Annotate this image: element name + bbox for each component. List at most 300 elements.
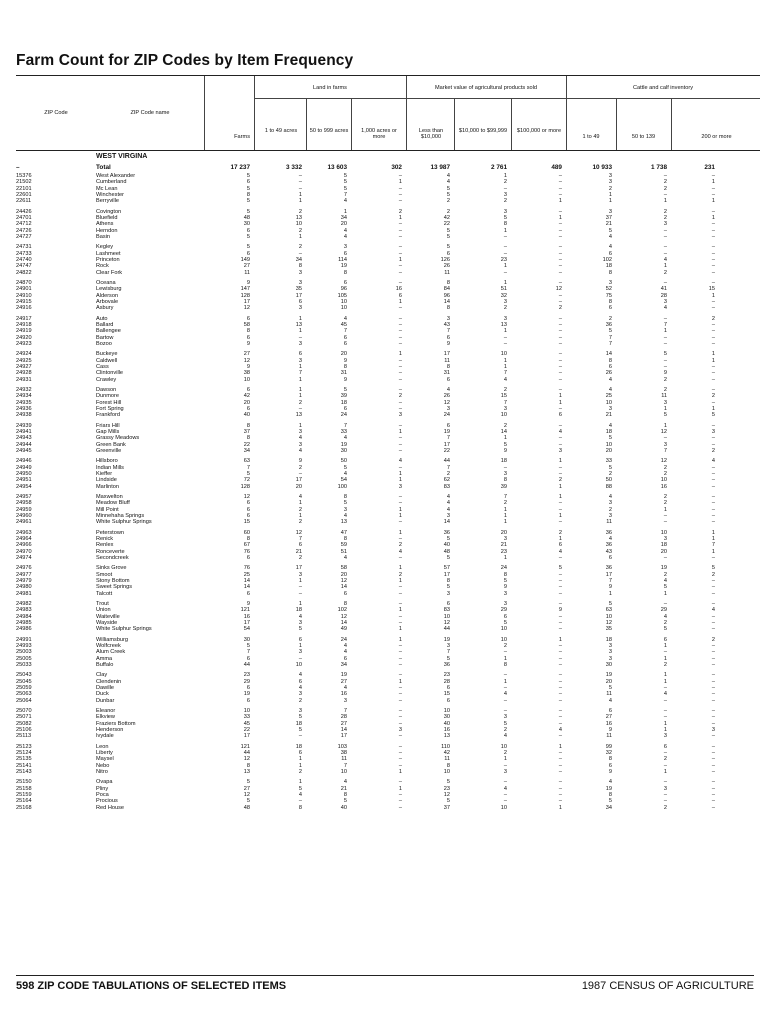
cell-cattle-200-plus: – [711, 792, 715, 799]
cell-market-lt-10k: 12 [443, 399, 450, 406]
cell-cattle-200-plus: 5 [711, 565, 715, 572]
cell-farms: 58 [243, 321, 250, 328]
row-group [16, 565, 760, 596]
table-row [16, 805, 760, 811]
cell-land-1000-plus: – [398, 340, 402, 347]
cell-market-10k-99k: 13 [500, 321, 507, 328]
cell-farms: 5 [246, 779, 250, 786]
cell-market-lt-10k: 14 [443, 298, 450, 305]
cell-farms: 76 [243, 548, 250, 555]
cell-land-1-49: 17 [295, 477, 302, 484]
cell-cattle-50-139: 7 [663, 447, 667, 454]
cell-farms: 17 [243, 619, 250, 626]
cell-cattle-1-49: 99 [605, 743, 612, 750]
cell-zip-name: Clear Fork [96, 269, 123, 276]
cell-farms: 30 [243, 636, 250, 643]
cell-land-50-999: 7 [343, 708, 347, 715]
cell-cattle-200-plus: – [711, 685, 715, 691]
cell-market-10k-99k: 10 [500, 804, 507, 811]
cell-zip-code: – [16, 164, 20, 171]
cell-market-100k-plus: – [558, 750, 562, 757]
cell-market-100k-plus: 1 [558, 198, 562, 205]
cell-zip-name: Clintonville [96, 370, 124, 377]
cell-cattle-50-139: 1 [663, 590, 667, 597]
cell-cattle-200-plus: – [711, 483, 715, 490]
cell-cattle-1-49: 3 [608, 208, 612, 215]
cell-market-10k-99k: 2 [503, 500, 507, 507]
cell-market-10k-99k: 1 [503, 280, 507, 287]
cell-market-10k-99k: 1 [503, 328, 507, 335]
cell-land-1-49: 1 [298, 198, 302, 205]
cell-cattle-200-plus: – [711, 191, 715, 198]
cell-market-lt-10k: 19 [443, 429, 450, 435]
cell-zip-code: 24923 [16, 340, 32, 347]
cell-land-1000-plus: 1 [398, 529, 402, 536]
cell-zip-name: Stony Bottom [96, 577, 130, 584]
state-name: WEST VIRGINA [96, 153, 148, 160]
cell-farms: 10 [243, 708, 250, 715]
cell-cattle-1-49: 3 [608, 405, 612, 412]
cell-land-1000-plus: 1 [398, 512, 402, 519]
cell-cattle-50-139: – [663, 173, 667, 179]
cell-cattle-200-plus: – [711, 328, 715, 335]
cell-market-100k-plus: – [558, 334, 562, 341]
cell-market-100k-plus: 9 [558, 607, 562, 614]
cell-market-lt-10k: 11 [444, 357, 450, 364]
header-cattle-2: 50 to 139 [631, 134, 656, 140]
cell-market-100k-plus: – [558, 441, 562, 448]
cell-cattle-50-139: 29 [660, 607, 667, 614]
cell-farms: 9 [246, 601, 250, 608]
cell-zip-name: Henderson [96, 726, 124, 733]
cell-cattle-200-plus: – [711, 512, 715, 519]
cell-market-lt-10k: 5 [446, 233, 450, 240]
cell-farms: 42 [243, 393, 250, 400]
cell-cattle-200-plus: 2 [711, 393, 715, 400]
cell-land-1-49: 12 [295, 529, 302, 536]
cell-cattle-1-49: 35 [605, 626, 612, 633]
cell-land-1000-plus: 1 [398, 565, 402, 572]
table-row [16, 733, 760, 739]
cell-market-lt-10k: 8 [446, 305, 450, 312]
cell-land-1000-plus: – [398, 244, 402, 251]
cell-cattle-1-49: 17 [605, 571, 612, 578]
cell-cattle-200-plus: 1 [711, 357, 715, 364]
cell-farms: 9 [246, 363, 250, 370]
cell-cattle-1-49: 43 [605, 548, 612, 555]
cell-land-50-999: 21 [340, 785, 347, 792]
cell-land-1000-plus: 1 [398, 470, 402, 477]
cell-land-1-49: 1 [298, 601, 302, 608]
cell-cattle-1-49: 27 [605, 714, 612, 721]
total-row [16, 163, 760, 173]
cell-farms: 14 [243, 584, 250, 591]
cell-zip-name: Lashmeet [96, 250, 121, 257]
cell-land-1000-plus: – [398, 743, 402, 750]
cell-market-10k-99k: 3 [503, 536, 507, 543]
cell-land-1-49: 1 [298, 387, 302, 394]
cell-cattle-1-49: 3 [608, 280, 612, 287]
table-row [16, 769, 760, 775]
cell-land-1000-plus: – [398, 661, 402, 668]
cell-cattle-50-139: – [663, 792, 667, 799]
cell-land-1-49: 3 [298, 269, 302, 276]
cell-land-1-49: 8 [298, 263, 302, 270]
cell-farms: 147 [240, 286, 250, 293]
table-row [16, 555, 760, 561]
cell-cattle-50-139: – [663, 244, 667, 251]
cell-market-100k-plus: – [558, 571, 562, 578]
cell-zip-code: 24727 [16, 233, 32, 240]
cell-zip-name: Renick [96, 536, 114, 543]
cell-land-50-999: 4 [343, 779, 347, 786]
cell-market-lt-10k: 28 [443, 678, 450, 685]
cell-zip-name: Oceana [96, 280, 116, 287]
row-group [16, 173, 760, 204]
cell-market-lt-10k: 5 [446, 536, 450, 543]
cell-cattle-200-plus: – [711, 590, 715, 597]
header-market-group: Market value of agricultural products sold [435, 85, 537, 91]
cell-zip-name: Alum Creek [96, 649, 126, 656]
cell-land-50-999: 4 [343, 470, 347, 477]
cell-land-50-999: 6 [343, 590, 347, 597]
cell-land-1-49: 3 [298, 357, 302, 364]
cell-zip-code: 25064 [16, 697, 32, 704]
cell-land-1-49: 3 [298, 280, 302, 287]
cell-market-10k-99k: 1 [503, 655, 507, 662]
footer-left: 598 ZIP CODE TABULATIONS OF SELECTED ITEMS [16, 980, 287, 992]
cell-land-50-999: 19 [340, 441, 347, 448]
cell-cattle-1-49: 8 [608, 298, 612, 305]
cell-cattle-50-139: 1 [663, 643, 667, 650]
cell-market-lt-10k: 40 [443, 542, 450, 549]
cell-land-50-999: 7 [343, 328, 347, 335]
cell-zip-code: 25033 [16, 661, 32, 668]
cell-market-lt-10k: 17 [443, 571, 450, 578]
cell-cattle-50-139: – [663, 191, 667, 198]
cell-cattle-200-plus: 5 [711, 412, 715, 419]
cell-cattle-50-139: 1 [663, 678, 667, 685]
row-group [16, 351, 760, 382]
cell-zip-name: West Alexander [96, 173, 136, 179]
cell-land-1-49: 3 [298, 441, 302, 448]
cell-cattle-1-49: 5 [608, 328, 612, 335]
cell-zip-code: 24951 [16, 477, 32, 484]
cell-land-1000-plus: – [398, 685, 402, 691]
cell-farms: 6 [246, 685, 250, 691]
cell-cattle-50-139: 6 [663, 743, 667, 750]
cell-zip-code: 24961 [16, 519, 32, 526]
cell-market-10k-99k: – [503, 792, 507, 799]
cell-market-100k-plus: 1 [558, 458, 562, 465]
cell-land-1-49: 6 [298, 636, 302, 643]
cell-land-50-999: 5 [343, 798, 347, 805]
cell-market-lt-10k: 8 [446, 577, 450, 584]
cell-cattle-1-49: 50 [605, 477, 612, 484]
cell-land-1000-plus: 2 [398, 393, 402, 400]
cell-cattle-1-49: 33 [605, 458, 612, 465]
cell-land-1-49: 18 [295, 743, 302, 750]
cell-land-1-49: – [298, 584, 302, 591]
cell-zip-code: 24901 [16, 286, 32, 293]
cell-cattle-50-139: – [663, 798, 667, 805]
cell-zip-name: White Sulphur Springs [96, 519, 152, 526]
cell-market-100k-plus: 6 [558, 542, 562, 549]
cell-land-50-999: 8 [343, 363, 347, 370]
cell-cattle-50-139: – [663, 762, 667, 769]
cell-cattle-50-139: 1 [663, 720, 667, 727]
cell-zip-name: Maxwelton [96, 494, 123, 501]
cell-market-10k-99k: 1 [503, 678, 507, 685]
cell-market-10k-99k: – [503, 798, 507, 805]
cell-land-1-49: 18 [295, 607, 302, 614]
cell-market-10k-99k: 1 [503, 435, 507, 442]
cell-farms: 33 [243, 714, 250, 721]
cell-zip-name: Fort Spring [96, 405, 124, 412]
cell-market-lt-10k: 6 [446, 422, 450, 429]
cell-zip-name: Arbovale [96, 298, 119, 305]
cell-market-100k-plus: – [558, 798, 562, 805]
cell-market-lt-10k: 5 [446, 584, 450, 591]
cell-market-100k-plus: 1 [558, 483, 562, 490]
cell-land-1-49: – [298, 655, 302, 662]
cell-zip-name: Red House [96, 804, 124, 811]
cell-cattle-1-49: 18 [605, 636, 612, 643]
cell-land-1000-plus: 1 [398, 256, 402, 263]
cell-market-100k-plus: – [558, 691, 562, 698]
cell-cattle-1-49: 3 [608, 512, 612, 519]
cell-land-1-49: 6 [298, 298, 302, 305]
cell-zip-name: Trout [96, 601, 109, 608]
cell-land-1000-plus: – [398, 714, 402, 721]
cell-market-10k-99k: – [503, 334, 507, 341]
table-row [16, 662, 760, 668]
cell-zip-name: Smoot [96, 571, 113, 578]
cell-market-100k-plus: – [558, 435, 562, 442]
cell-land-1000-plus: – [398, 519, 402, 526]
cell-cattle-200-plus: – [711, 477, 715, 484]
cell-market-100k-plus: 1 [558, 399, 562, 406]
cell-cattle-200-plus: – [711, 672, 715, 679]
cell-farms: 48 [243, 214, 250, 221]
cell-zip-code: 24950 [16, 470, 32, 477]
cell-farms: 44 [243, 661, 250, 668]
cell-land-50-999: 4 [343, 512, 347, 519]
cell-cattle-200-plus: – [711, 470, 715, 477]
cell-farms: 5 [246, 233, 250, 240]
cell-market-lt-10k: 7 [446, 464, 450, 471]
cell-zip-name: Ballard [96, 321, 114, 328]
cell-land-1-49: – [298, 405, 302, 412]
cell-farms: 6 [246, 405, 250, 412]
cell-land-1-49: 5 [298, 626, 302, 633]
cell-zip-name: Mc Lean [96, 185, 118, 192]
cell-market-10k-99k: 10 [500, 351, 507, 358]
cell-market-10k-99k: 1 [503, 512, 507, 519]
cell-cattle-50-139: – [663, 315, 667, 322]
cell-zip-code: 24939 [16, 422, 32, 429]
cell-cattle-50-139: 28 [660, 292, 667, 299]
cell-farms: 30 [243, 221, 250, 228]
cell-cattle-50-139: 1 [663, 405, 667, 412]
cell-market-lt-10k: 7 [446, 649, 450, 656]
cell-cattle-50-139: 2 [663, 500, 667, 507]
cell-cattle-200-plus: – [711, 762, 715, 769]
cell-market-lt-10k: 3 [446, 315, 450, 322]
cell-cattle-50-139: – [663, 697, 667, 704]
cell-cattle-1-49: 4 [608, 376, 612, 383]
cell-cattle-50-139: – [663, 685, 667, 691]
cell-market-100k-plus: – [558, 470, 562, 477]
cell-farms: 5 [246, 185, 250, 192]
cell-cattle-200-plus: – [711, 208, 715, 215]
cell-zip-name: Williamsburg [96, 636, 129, 643]
cell-market-100k-plus: – [558, 422, 562, 429]
cell-zip-code: 24986 [16, 626, 32, 633]
cell-farms: 14 [243, 577, 250, 584]
cell-market-100k-plus: – [558, 792, 562, 799]
cell-zip-name: Sinks Grove [96, 565, 127, 572]
cell-market-100k-plus: – [558, 762, 562, 769]
cell-land-1000-plus: – [398, 198, 402, 205]
cell-cattle-200-plus: – [711, 626, 715, 633]
cell-market-lt-10k: 3 [446, 643, 450, 650]
row-group [16, 316, 760, 347]
cell-cattle-1-49: 8 [608, 269, 612, 276]
cell-cattle-50-139: 2 [663, 571, 667, 578]
cell-market-10k-99k: 2 761 [491, 164, 507, 171]
cell-land-1000-plus: 4 [398, 548, 402, 555]
cell-zip-code: 24919 [16, 328, 32, 335]
cell-market-10k-99k: 5 [503, 214, 507, 221]
cell-zip-name: Asbury [96, 305, 114, 312]
cell-zip-name: Eleanor [96, 708, 116, 715]
cell-market-100k-plus: – [558, 672, 562, 679]
cell-farms: 6 [246, 387, 250, 394]
cell-land-50-999: 6 [343, 655, 347, 662]
cell-market-10k-99k: 5 [503, 720, 507, 727]
cell-cattle-50-139: 5 [663, 412, 667, 419]
cell-zip-code: 24946 [16, 458, 32, 465]
cell-land-50-999: 58 [340, 565, 347, 572]
cell-zip-name: Poca [96, 792, 109, 799]
cell-cattle-1-49: 3 [608, 179, 612, 186]
cell-zip-name: Cumberland [96, 179, 127, 186]
cell-cattle-1-49: 7 [608, 577, 612, 584]
cell-cattle-200-plus: – [711, 804, 715, 811]
cell-market-10k-99k: 6 [503, 613, 507, 620]
cell-farms: 19 [243, 691, 250, 698]
cell-cattle-50-139: 2 [663, 470, 667, 477]
cell-cattle-200-plus: – [711, 305, 715, 312]
cell-land-1000-plus: 1 [398, 351, 402, 358]
cell-land-1000-plus: 3 [398, 726, 402, 733]
cell-cattle-200-plus: – [711, 422, 715, 429]
cell-zip-code: 25043 [16, 672, 32, 679]
row-group [16, 708, 760, 739]
table-row [16, 198, 760, 204]
cell-cattle-200-plus: – [711, 691, 715, 698]
cell-zip-name: Clendenin [96, 678, 122, 685]
cell-market-10k-99k: 24 [500, 565, 507, 572]
cell-market-100k-plus: – [558, 768, 562, 775]
cell-market-100k-plus: – [558, 590, 562, 597]
cell-market-10k-99k: 2 [503, 305, 507, 312]
cell-cattle-50-139: – [663, 435, 667, 442]
cell-market-100k-plus: 1 [558, 536, 562, 543]
cell-zip-name: Caldwell [96, 357, 118, 364]
cell-cattle-200-plus: – [711, 649, 715, 656]
cell-cattle-200-plus: 231 [704, 164, 715, 171]
cell-zip-code: 24980 [16, 584, 32, 591]
cell-farms: 12 [243, 494, 250, 501]
cell-cattle-1-49: 20 [605, 447, 612, 454]
cell-cattle-200-plus: 2 [711, 315, 715, 322]
cell-market-lt-10k: 4 [446, 506, 450, 513]
cell-zip-name: Ivydale [96, 733, 114, 740]
cell-cattle-1-49: 3 [608, 500, 612, 507]
cell-zip-name: Herndon [96, 227, 118, 234]
cell-cattle-50-139: – [663, 519, 667, 526]
cell-land-1-49: 13 [295, 214, 302, 221]
cell-farms: 6 [246, 227, 250, 234]
cell-cattle-1-49: 5 [608, 685, 612, 691]
cell-land-1000-plus: – [398, 720, 402, 727]
cell-cattle-200-plus: – [711, 768, 715, 775]
cell-land-1-49: 3 [298, 708, 302, 715]
cell-market-100k-plus: – [558, 244, 562, 251]
cell-farms: 27 [243, 263, 250, 270]
cell-cattle-50-139: – [663, 233, 667, 240]
cell-market-lt-10k: 22 [443, 221, 450, 228]
cell-land-50-999: 40 [340, 804, 347, 811]
cell-cattle-1-49: 102 [602, 256, 612, 263]
farm-count-table [16, 75, 760, 815]
cell-zip-code: 25045 [16, 678, 32, 685]
cell-farms: 63 [243, 458, 250, 465]
cell-cattle-200-plus: – [711, 244, 715, 251]
cell-zip-code: 24910 [16, 292, 32, 299]
cell-farms: 12 [243, 305, 250, 312]
cell-cattle-1-49: 36 [605, 529, 612, 536]
cell-cattle-50-139: 18 [660, 542, 667, 549]
cell-cattle-50-139: – [663, 357, 667, 364]
cell-land-1000-plus: – [398, 536, 402, 543]
cell-zip-code: 25003 [16, 649, 32, 656]
cell-market-100k-plus: – [558, 733, 562, 740]
cell-cattle-50-139: 10 [660, 477, 667, 484]
row-group [16, 209, 760, 240]
cell-land-1-49: 6 [298, 542, 302, 549]
cell-market-lt-10k: 13 987 [430, 164, 450, 171]
cell-land-1-49: 6 [298, 678, 302, 685]
cell-market-100k-plus: 4 [558, 726, 562, 733]
cell-land-1000-plus: 1 [398, 577, 402, 584]
cell-market-lt-10k: 4 [446, 179, 450, 186]
cell-cattle-50-139: 4 [663, 613, 667, 620]
cell-zip-code: 24916 [16, 305, 32, 312]
cell-land-1-49: – [298, 179, 302, 186]
cell-cattle-200-plus: – [711, 441, 715, 448]
cell-market-100k-plus: – [558, 387, 562, 394]
cell-land-1-49: 17 [295, 565, 302, 572]
cell-farms: 6 [246, 697, 250, 704]
cell-cattle-50-139: – [663, 601, 667, 608]
cell-zip-code: 24731 [16, 244, 32, 251]
cell-market-100k-plus: – [558, 500, 562, 507]
cell-cattle-200-plus: – [711, 697, 715, 704]
cell-market-10k-99k: – [503, 340, 507, 347]
